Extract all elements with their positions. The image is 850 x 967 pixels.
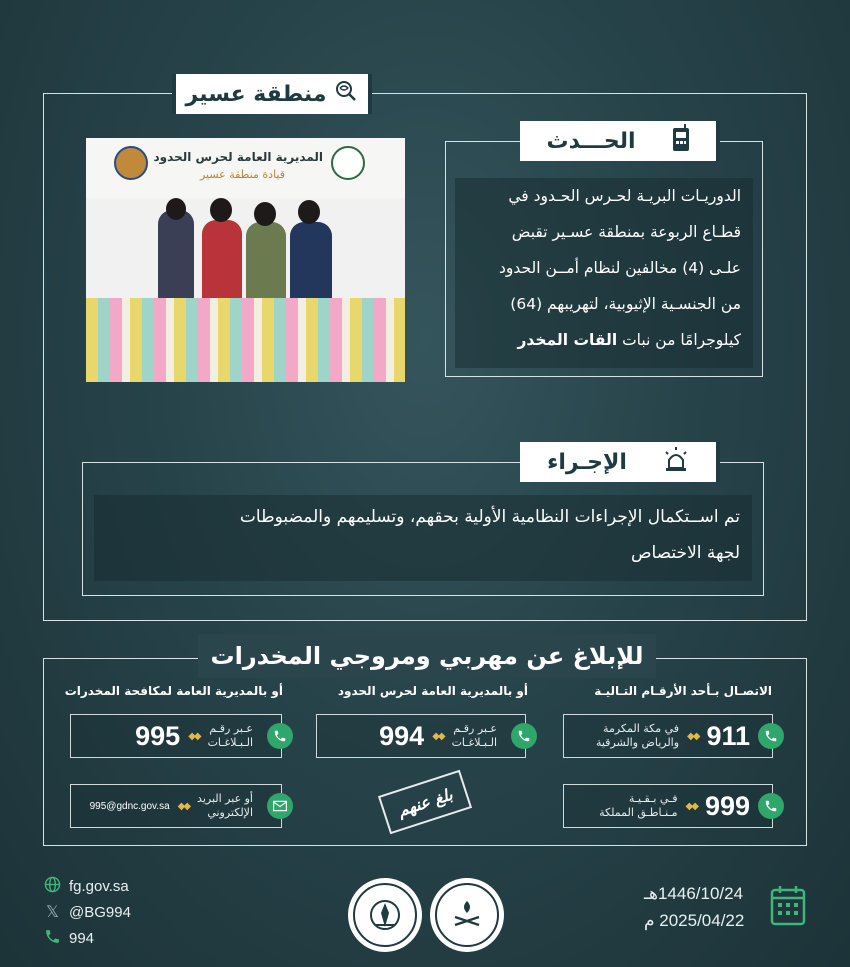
event-line-4: من الجنسـية الإثيوبية، لتهريبهم (64) bbox=[510, 295, 741, 313]
footer-x[interactable] bbox=[44, 902, 131, 922]
event-title-box bbox=[520, 121, 720, 161]
contact-911-line1: في مكة المكرمة bbox=[603, 722, 680, 735]
contact-994-line2: الـبـلاغـات bbox=[451, 736, 497, 749]
footer-website[interactable] bbox=[44, 876, 129, 897]
contact-999-number[interactable]: 999 bbox=[704, 790, 750, 821]
contact-999-line2: مـنـاطـق المملكة bbox=[599, 806, 678, 819]
contact-911-line2: والرياض والشرقية bbox=[595, 736, 680, 749]
photo-banner bbox=[86, 138, 405, 198]
alarm-icon bbox=[663, 446, 689, 478]
footer-website-text[interactable]: fg.gov.sa bbox=[69, 878, 129, 895]
region-title-box bbox=[172, 74, 372, 114]
footer-handle-text[interactable]: @BG994 bbox=[69, 903, 131, 921]
region-title: منطقة عسير bbox=[185, 81, 327, 107]
contact-911[interactable] bbox=[563, 714, 773, 758]
globe-icon bbox=[44, 876, 61, 897]
phone-icon bbox=[44, 928, 61, 949]
contact-email-line2: الإلكتروني bbox=[207, 806, 253, 819]
event-line-3: علـى (4) مخالفين لنظام أمــن الحدود bbox=[498, 259, 741, 277]
event-line-1: الدوريـات البريـة لحـرس الحـدود في bbox=[508, 187, 741, 205]
phone-icon bbox=[758, 793, 784, 819]
ministry-emblem bbox=[430, 878, 504, 952]
photo-banner-line1: المديرية العامة لحرس الحدود bbox=[153, 150, 323, 164]
person-1 bbox=[158, 210, 194, 310]
person-2-head bbox=[210, 198, 232, 222]
action-line-1: تم اســتكمال الإجراءات النظامية الأولية بحقهم، وتسليمهم والمضبوطات bbox=[239, 507, 740, 527]
contact-email-label bbox=[197, 792, 253, 820]
mobile-icon bbox=[672, 124, 690, 158]
diamond-icon: ◆◆ bbox=[432, 730, 444, 742]
action-text bbox=[94, 495, 752, 581]
contact-999-line1: فـي بـقـيـة bbox=[628, 792, 678, 805]
footer-phone-text[interactable]: 994 bbox=[69, 930, 95, 947]
col-mid-head: أو بالمديرية العامة لحرس الحدود bbox=[337, 684, 528, 698]
phone-icon bbox=[511, 723, 537, 749]
ministry-emblem-inner bbox=[435, 883, 499, 947]
phone-icon bbox=[758, 723, 784, 749]
border-guard-emblem bbox=[348, 878, 422, 952]
photo-emblem-right bbox=[331, 146, 365, 180]
footer-date-greg: 2025/04/22 م bbox=[644, 911, 745, 930]
event-line-5-bold: القات المخدر bbox=[517, 331, 618, 349]
contact-999[interactable] bbox=[563, 784, 773, 828]
contact-995-label bbox=[208, 722, 253, 750]
calendar-icon bbox=[770, 884, 806, 930]
footer-date-hijri: 1446/10/24هـ bbox=[644, 884, 744, 903]
contact-995-number[interactable]: 995 bbox=[135, 720, 181, 751]
seizure-photo bbox=[86, 138, 405, 382]
contact-911-number[interactable]: 911 bbox=[706, 720, 750, 751]
report-title: للإبلاغ عن مهربي ومروجي المخدرات bbox=[210, 642, 644, 670]
contact-995[interactable] bbox=[70, 714, 282, 758]
event-line-2: قطـاع الربوعة بمنطقة عسـير تقبض bbox=[511, 223, 741, 241]
contact-999-label bbox=[599, 792, 677, 820]
diamond-icon: ◆◆ bbox=[177, 800, 190, 812]
photo-banner-line2: قيادة منطقة عسير bbox=[199, 168, 285, 181]
col-left-head: أو بالمديرية العامة لمكافحة المخدرات bbox=[64, 684, 283, 698]
event-line-5-plain: كيلوجرامًا من نبات bbox=[622, 331, 741, 349]
event-title: الحـــدث bbox=[546, 128, 636, 154]
phone-icon bbox=[267, 723, 293, 749]
report-title-box bbox=[198, 634, 656, 678]
diamond-icon: ◆◆ bbox=[687, 730, 699, 742]
contact-995-line2: الـبـلاغـات bbox=[207, 736, 253, 749]
person-1-head bbox=[166, 198, 186, 220]
diamond-icon: ◆◆ bbox=[188, 730, 200, 742]
contact-995-line1: عـبر رقـم bbox=[209, 722, 253, 735]
footer-phone[interactable] bbox=[44, 928, 94, 949]
contact-email-line1: أو عبر البريد bbox=[197, 792, 253, 805]
mail-icon bbox=[267, 793, 293, 819]
report-stamp-text: بلغ عنهم bbox=[395, 784, 455, 820]
contact-994-number[interactable]: 994 bbox=[379, 720, 425, 751]
seized-bags bbox=[86, 298, 405, 382]
border-guard-emblem-inner bbox=[353, 883, 417, 947]
contact-911-label bbox=[596, 722, 679, 750]
diamond-icon: ◆◆ bbox=[685, 800, 697, 812]
action-line-2: لجهة الاختصاص bbox=[630, 543, 740, 563]
person-4-head bbox=[298, 200, 320, 224]
contact-email-address[interactable]: 995@gdnc.gov.sa bbox=[89, 800, 170, 812]
contact-994-label bbox=[452, 722, 497, 750]
person-3-head bbox=[254, 202, 276, 226]
action-title-box bbox=[520, 442, 720, 482]
event-text bbox=[455, 178, 753, 368]
event-line-5 bbox=[459, 322, 741, 358]
action-title: الإجـراء bbox=[547, 449, 627, 475]
x-icon: 𝕏 bbox=[46, 904, 59, 921]
contact-994[interactable] bbox=[316, 714, 526, 758]
contact-email[interactable] bbox=[70, 784, 282, 828]
col-right-head: الاتصـال بـأحد الأرقـام التـاليـة bbox=[594, 684, 772, 698]
contact-994-line1: عـبر رقـم bbox=[453, 722, 497, 735]
photo-emblem-left bbox=[114, 146, 148, 180]
region-icon bbox=[334, 79, 358, 109]
